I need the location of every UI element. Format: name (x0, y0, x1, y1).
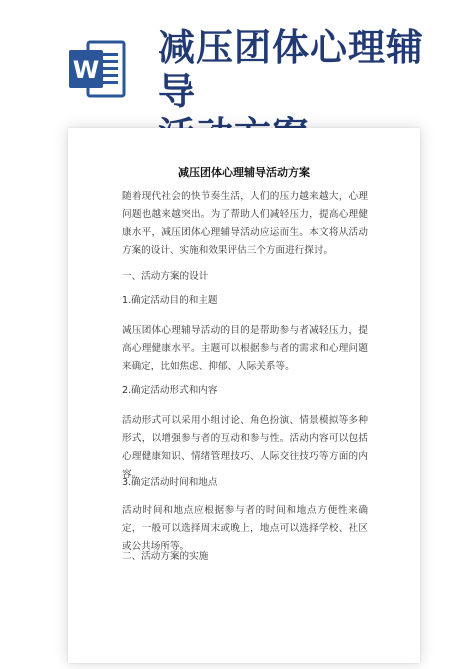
section1-heading: 一、活动方案的设计 (122, 271, 209, 282)
section2-heading: 二、活动方案的实施 (122, 551, 209, 562)
sub2-paragraph: 活动形式可以采用小组讨论、角色扮演、情景模拟等多种形式，以增强参与者的互动和参与性。活动内容可以包括心理健康知识、情绪管理技巧、人际交往技巧等方面的内容。 (122, 415, 368, 480)
document-page (68, 128, 420, 663)
sub1-paragraph: 减压团体心理辅导活动的目的是帮助参与者减轻压力，提高心理健康水平。主题可以根据参与者的需求和心理问题来确定，比如焦虑、抑郁、人际关系等。 (122, 325, 368, 372)
hero-title-line1: 减压团体心理辅导 (158, 26, 424, 113)
word-doc-icon (66, 38, 128, 100)
sub2-heading: 2.确定活动形式和内容 (122, 385, 218, 396)
sub3-heading: 3.确定活动时间和地点 (122, 477, 218, 488)
document-title: 减压团体心理辅导活动方案 (178, 166, 310, 179)
intro-paragraph: 随着现代社会的快节奏生活，人们的压力越来越大，心理问题也越来越突出。为了帮助人们减轻压力，提高心理健康水平，减压团体心理辅导活动应运而生。本文将从活动方案的设计、实施和效果评估三个方面进行探讨。 (122, 191, 368, 256)
word-icon-letter: W (72, 56, 100, 84)
sub1-heading: 1.确定活动目的和主题 (122, 295, 218, 306)
sub3-paragraph: 活动时间和地点应根据参与者的时间和地点方便性来确定，一般可以选择周末或晚上，地点可以选择学校、社区或公共场所等。 (122, 505, 368, 552)
